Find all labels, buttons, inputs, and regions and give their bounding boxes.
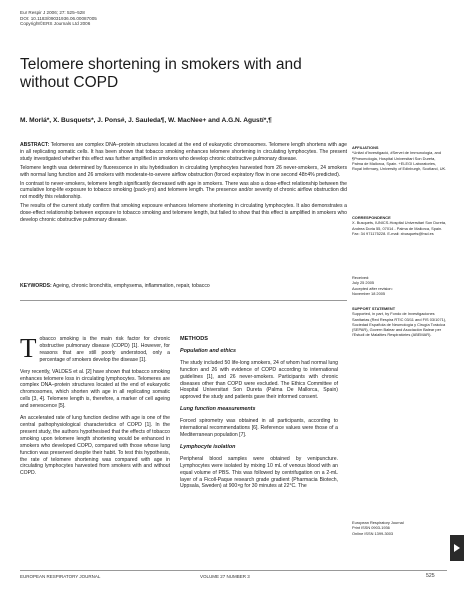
abstract-paragraph-2: Telomere length was determined by fluorescence in situ hybridisation in circulating lymphocytes harvested from 26 never-smokers, 24 smokers with normal lung function and 26 smokers with moderate-to-severe airflow obstruction (forced expiratory flow in one second 48±4% predicted). [20,164,347,178]
doi-line: DOI: 10.1183/09031936.06.00087005 [20,15,97,21]
lymphocyte-heading: Lymphocyte isolation [180,443,236,450]
online-issn: Online ISSN 1399-3003 [352,530,394,536]
population-heading: Population and ethics [180,347,237,354]
sidebar-journal-info [352,520,447,536]
abstract-paragraph-3: In contrast to never-smokers, telomere length significantly decreased with age in smokers. There was also a dose-effect relationship between the cumulative long-life exposure to tobacco smoking (pack-yrs) and telomere length. The presence and/or severity of chronic airflow obstruction did not modify this relationship. [20,180,347,201]
footer-journal: EUROPEAN RESPIRATORY JOURNAL [20,574,101,579]
intro-paragraph-2: Very recently, VALDES et al. [2] have shown that tobacco smoking enhances telomere loss in circulating lymphocytes. Telomeres are complex DNA–protein structures located at the end of eukaryotic chromosomes, which shorten with age in all replicating somatic cells [3, 4]. Telomere length is, therefore, a marker of cell ageing and senescence [5]. [20,368,170,410]
lung-function-heading: Lung function measurements [180,406,256,413]
body-column-left [20,333,170,482]
section-divider [20,300,347,301]
article-title: Telomere shortening in smokers with and without COPD [20,56,302,91]
citation-line: Eur Respir J 2006; 27: 525–528 [20,10,85,15]
journal-name: European Respiratory Journal [352,520,404,525]
intro-paragraph-3: An accelerated rate of lung function decline with age is one of the central pathophysiological characteristics of COPD [1]. In the present study, the authors hypothesised that the effects of tobacco smoking upon telomere length shortening would be enhanced in smokers who developed COPD, compared with those whose lung function was preserved despite their habit. To test this hypothesis, the rate of telomere shortening was compared with age in circulating lymphocytes harvested from smokers with and without COPD. [20,415,170,477]
population-text: The study included 50 life-long smokers, 24 of whom had normal lung function and 26 with evidence of COPD according to international guidelines [1], and 26 never-smokers. Participants with chronic diseases other than COPD were excluded. The Ethics Committee of Hospital Universitari Son Dureta (Palma De Mallorca, Spain) approved the study and patients gave their informed consent. [180,359,338,401]
received-heading: Received: [352,275,370,280]
correspondence-heading: CORRESPONDENCE [352,215,391,220]
intro-paragraph-1 [20,333,170,364]
keywords-text: Ageing, chronic bronchitis, emphysema, inflammation, repair, tobacco [52,283,210,289]
sidebar-correspondence [352,215,447,236]
received-date: July 25 2005 [352,280,375,286]
abstract-label: ABSTRACT: [20,142,50,148]
intro-text-1: obacco smoking is the main risk factor for chronic obstructive pulmonary disease (COPD) [1]. However, for reasons that are still poorly understood, only a percentage of smokers develop the disease [1]. [39,336,170,363]
print-issn: Print ISSN 0903-1936 [352,525,390,531]
lung-function-text: Forced spirometry was obtained in all participants, according to international recommendations [6]. Reference values were those of a Mediterranean population [7]. [180,418,338,438]
abstract-paragraph-4: The results of the current study confirm that smoking exposure enhances telomere shortening in circulating lymphocytes. It also demonstrates a dose-effect relationship between exposure to tobacco smoking and telomere length, but failed to show that this effect is amplified in smokers who develop chronic obstructive pulmonary disease. [20,203,347,224]
author-list: M. Morlá*, X. Busquets*, J. Pons#, J. Sauleda¶, W. MacNee+ and A.G.N. Agustí*,¶ [20,117,272,124]
keywords-label: KEYWORDS: [20,283,52,289]
sidebar-affiliations [352,145,447,171]
correspondence-text: X. Busquets, IUNICS-Hospital Universitari Son Dureta, Andrea Doria 55, 07014 - Palma de Mallorca, Spain. Fax: 34 971175228. E-mail: xbusquets@hsd.es [352,220,447,236]
accepted-date: November 18 2005 [352,290,386,296]
sidebar-support [352,306,447,338]
abstract-text-1: Telomeres are complex DNA–protein structures located at the end of eukaryotic chromosomes. Telomere length shortens with age in all replicating somatic cells. It has been shown that tobacco smoking enhances telomere shortening in circulating lymphocytes. The present study investigated whether this effect was further amplified in smokers who develop chronic obstructive pulmonary disease. [20,142,347,162]
arrow-right-icon [454,544,460,552]
footer-volume: VOLUME 27 NUMBER 3 [200,574,250,579]
support-text: Supported, in part, by Fondo de Investigaciones Sanitarias (Red Respira RTIC 03/11 and FIS 03/1071), Sociedad Española de Neumología y Cirugía Torácica (SEPAR), Govern Balear and Asociación Balear per l'Estudi de Malalties Respiratòries (ABEMAR). [352,311,447,338]
journal-citation [20,10,97,27]
abstract [20,142,347,226]
lymphocyte-text: Peripheral blood samples were obtained by venipuncture. Lymphocytes were isolated by mixing 10 mL of venous blood with an equal volume of PBS. This was followed by centrifugation on a 2-mL layer of a Ficoll-Paque research grade gradient (Pharmacia Biotech, Uppsala, Sweden) at 900×g for 30 minutes at 22°C. The [180,455,338,490]
copyright-line: Copyright©ERS Journals Ltd 2006 [20,21,91,27]
support-heading: SUPPORT STATEMENT [352,306,396,311]
keywords [20,283,347,290]
drop-cap: T [20,333,37,363]
footer-divider [20,570,447,571]
sidebar-dates [352,275,447,296]
accepted-heading: Accepted after revision: [352,285,393,291]
affiliations-heading: AFFILIATIONS [352,145,379,150]
body-column-right [180,336,338,495]
methods-heading: METHODS [180,336,208,342]
page-number: 525 [426,573,435,579]
affiliations-text: *Unitat d'Investigació, #Servei de Immunologia, and ¶Pneumologia, Hospital Universitari Son Dureta, Palma de Mallorca, Spain. +ELEGI Laboratories, Royal Infirmary, University of Edinburgh, Scotland, UK. [352,150,447,172]
abstract-paragraph-1 [20,142,347,163]
